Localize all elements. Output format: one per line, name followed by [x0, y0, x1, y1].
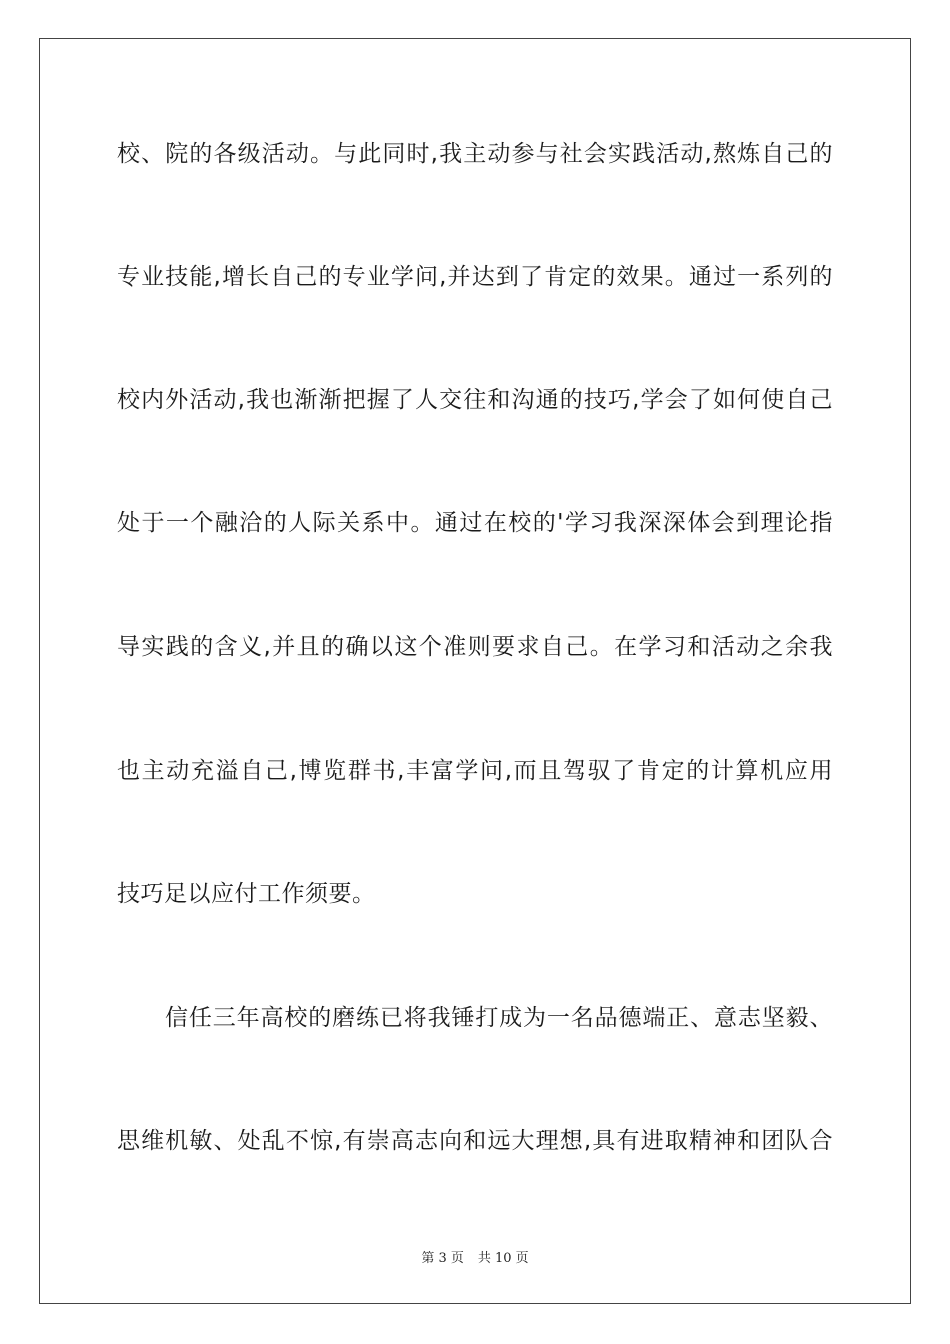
body-text-line-1: 校、院的各级活动。与此同时,我主动参与社会实践活动,熬炼自己的 [117, 141, 833, 167]
page-footer [0, 1247, 950, 1266]
body-text-line-4: 处于一个融洽的人际关系中。通过在校的'学习我深深体会到理论指 [117, 510, 833, 536]
page-number-label: 第 3 页 [421, 1251, 464, 1266]
body-text-line-9: 思维机敏、处乱不惊,有崇高志向和远大理想,具有进取精神和团队合 [117, 1128, 833, 1154]
body-text-line-2: 专业技能,增长自己的专业学问,并达到了肯定的效果。通过一系列的 [117, 264, 833, 290]
page-frame [39, 38, 911, 1304]
body-text-line-7: 技巧足以应付工作须要。 [117, 881, 376, 907]
page-total-label: 共 10 页 [477, 1251, 529, 1266]
body-text-line-3: 校内外活动,我也渐渐把握了人交往和沟通的技巧,学会了如何使自己 [117, 387, 833, 413]
body-text-line-8: 信任三年高校的磨练已将我锤打成为一名品德端正、意志坚毅、 [165, 1005, 833, 1031]
body-text-line-5: 导实践的含义,并且的确以这个准则要求自己。在学习和活动之余我 [117, 634, 833, 660]
body-text-line-6: 也主动充溢自己,博览群书,丰富学问,而且驾驭了肯定的计算机应用 [117, 758, 833, 784]
